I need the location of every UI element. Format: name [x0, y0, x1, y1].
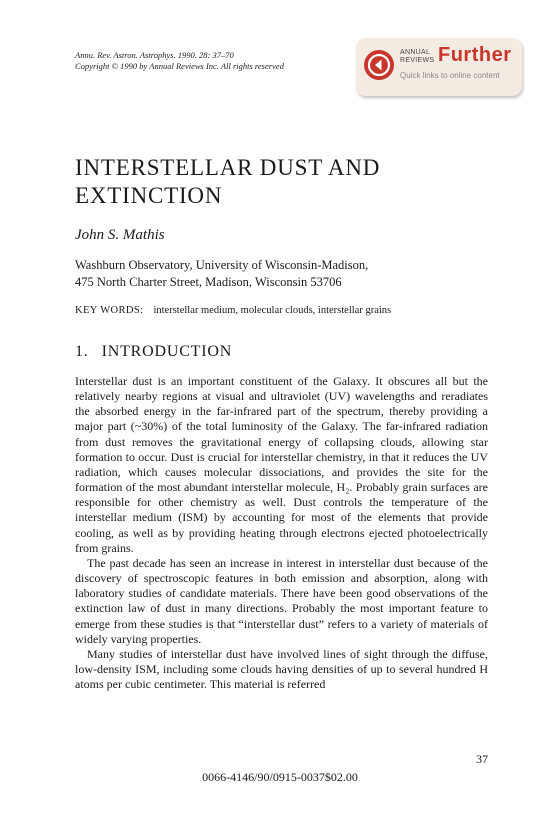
article-title [75, 154, 495, 210]
page-number: 37 [476, 752, 488, 766]
section-title: INTRODUCTION [101, 343, 233, 360]
section-number: 1. [75, 343, 89, 360]
keywords-line [75, 304, 495, 318]
chevron-left-icon [364, 50, 394, 80]
affiliation-line-1: Washburn Observatory, University of Wisconsin-Madison, [75, 258, 369, 272]
further-annual-reviews-badge[interactable] [356, 38, 522, 96]
body-text [75, 374, 488, 692]
badge-tagline: Quick links to online content [400, 71, 500, 80]
paragraph-2: The past decade has seen an increase in interest in interstellar dust because of the discovery of spectroscopic features in both emission and absorption, along with laboratory studies of candidate materials. There have been good observations of the extinction law of dust in many directions. Probably the most important feature to emerge from these studies is that “interstellar dust” refers to a variety of materials of widely varying properties. [75, 555, 488, 646]
author-name: John S. Mathis [75, 227, 165, 243]
author-affiliation [75, 257, 495, 291]
further-logo-circle [364, 50, 394, 80]
title-line-1: INTERSTELLAR DUST AND [75, 155, 381, 180]
header-citation-block [75, 50, 345, 72]
section-heading [75, 343, 232, 361]
journal-citation: Annu. Rev. Astron. Astrophys. 1990. 28: 37–70 [75, 50, 234, 60]
copyright-notice: Copyright © 1990 by Annual Reviews Inc. All rights reserved [75, 61, 284, 71]
affiliation-line-2: 475 North Charter Street, Madison, Wisconsin 53706 [75, 275, 342, 289]
keywords-list: interstellar medium, molecular clouds, interstellar grains [153, 305, 392, 316]
paragraph-3: Many studies of interstellar dust have involved lines of sight through the diffuse, low-density ISM, including some clouds having densities of up to several hundred H atoms per cubic centimeter. This material is referred [75, 646, 488, 692]
further-wordmark: Further [438, 44, 512, 66]
title-line-2: EXTINCTION [75, 183, 223, 208]
annual-reviews-wordmark: ANNUAL REVIEWS [400, 49, 435, 64]
article-code: 0066-4146/90/0915-0037$02.00 [202, 770, 358, 784]
keywords-label: KEY WORDS: [75, 305, 144, 316]
paragraph-1: Interstellar dust is an important constituent of the Galaxy. It obscures all but the relatively nearby regions at visual and ultraviolet (UV) wavelengths and reradiates the absorbed energy in the far-infrared part of the spectrum, thereby providing a major part (~30%) of the total luminosity of the Galaxy. The far-infrared radiation from dust removes the gravitational energy of collapsing clouds, allowing star formation to occur. Dust is crucial for interstellar chemistry, in that it reduces the UV radiation, which causes molecular dissociations, and provides the site for the formation of the most abundant interstellar molecule, H₂. Probably grain surfaces are responsible for other chemistry as well. Dust controls the temperature of the interstellar medium (ISM) by accounting for most of the elements that provide cooling, as well as by providing heating through electrons ejected photoelectrically from grains. [75, 374, 488, 555]
